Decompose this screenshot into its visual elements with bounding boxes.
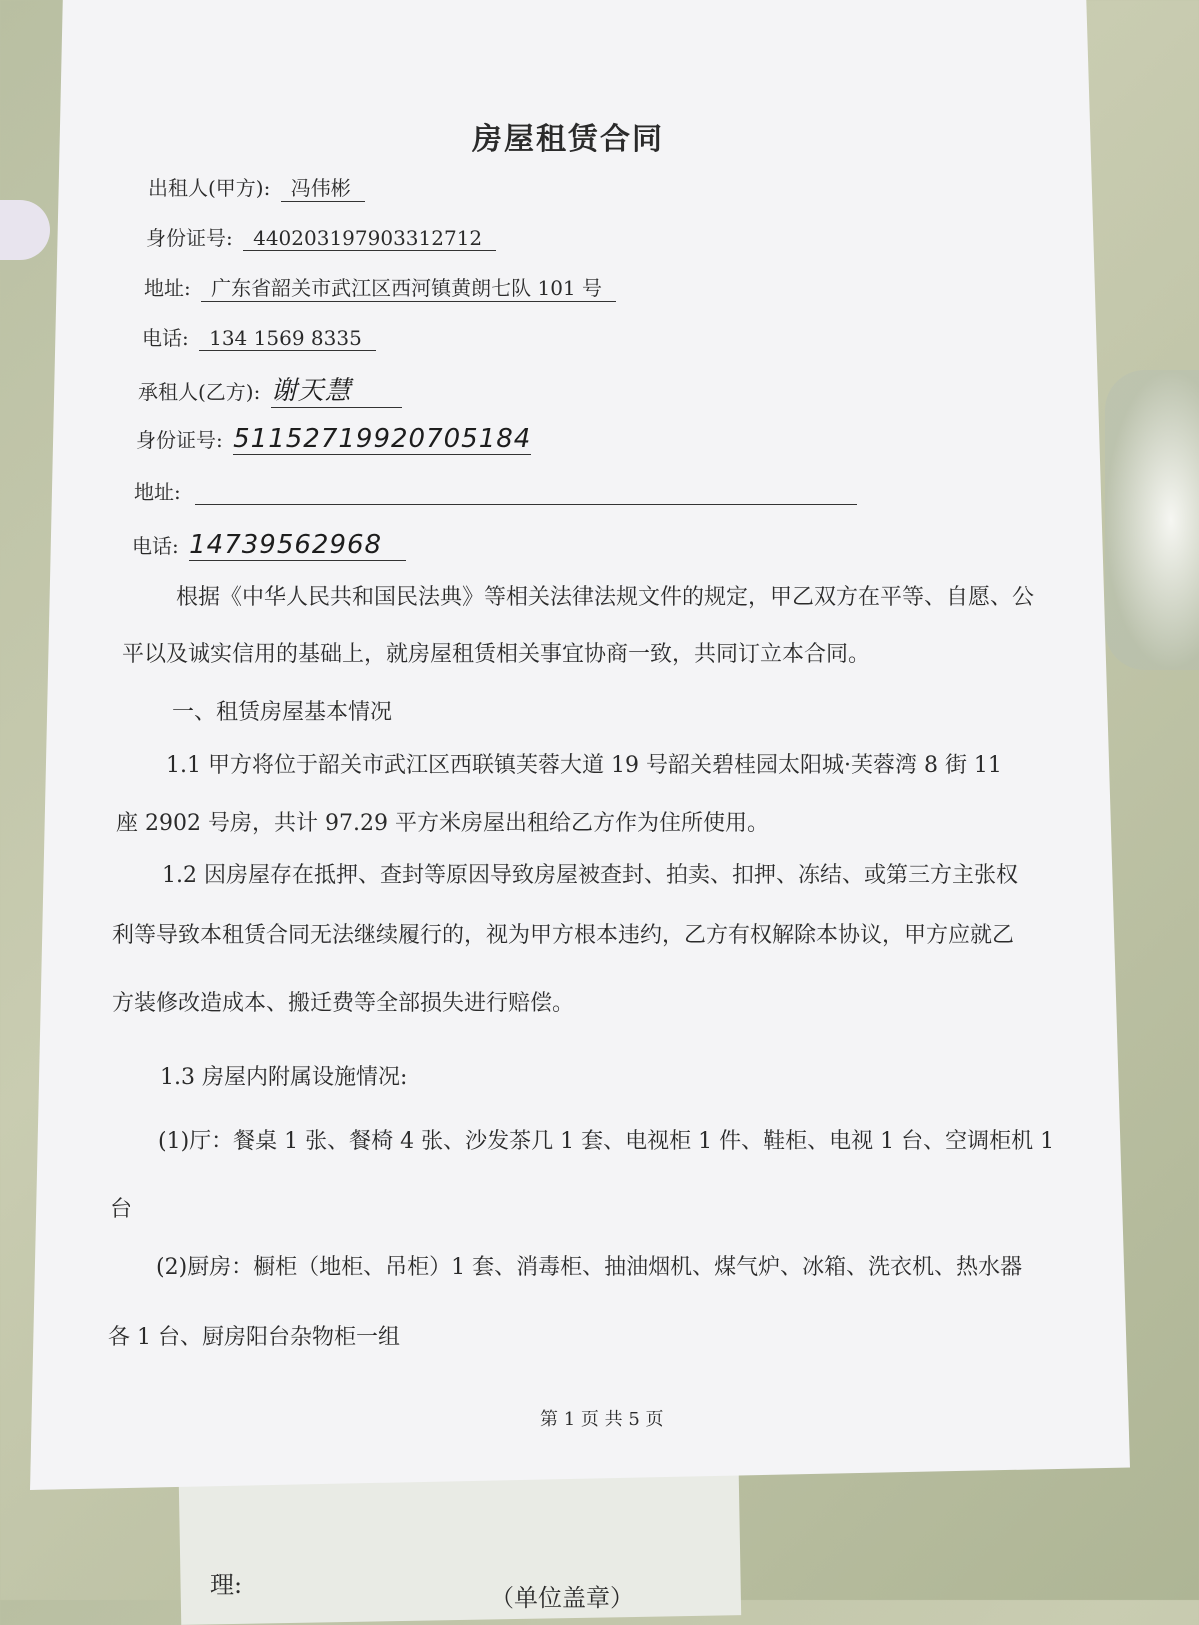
paragraph-line: 利等导致本租赁合同无法继续履行的，视为甲方根本违约，乙方有权解除本协议，甲方应就乙 [112,923,1015,948]
lessor-phone-value: 134 1569 8335 [199,326,376,351]
lessee-address-label: 地址: [134,480,181,504]
lessor-name-label: 出租人(甲方): [148,176,271,200]
lessee-id-handwriting: 51152719920705184 [233,424,532,454]
lessor-phone-row [142,322,376,351]
paragraph-line: 台 [110,1197,133,1222]
lessor-id-label: 身份证号: [146,226,233,250]
lessee-name-handwriting: 谢天慧 [271,370,402,408]
lessee-id-row [136,424,531,455]
binder-clip [0,200,50,260]
paragraph-line: 各 1 台、厨房阳台杂物柜一组 [108,1325,400,1350]
lessor-phone-label: 电话: [142,326,189,350]
lessee-phone-row [132,530,406,561]
lessor-id-row [146,222,496,251]
background-paper [179,1475,741,1625]
paragraph-line: 座 2902 号房，共计 97.29 平方米房屋出租给乙方作为住所使用。 [116,811,769,836]
lessee-id-label: 身份证号: [136,428,223,452]
background-text: （单位盖章） [490,1584,634,1612]
paragraph-line: 1.1 甲方将位于韶关市武江区西联镇芙蓉大道 19 号韶关碧桂园太阳城·芙蓉湾 8 街 11 [166,753,1002,778]
paragraph-line: 1.2 因房屋存在抵押、查封等原因导致房屋被查封、拍卖、扣押、冻结、或第三方主张权 [162,863,1018,888]
lessor-name-row [148,172,365,202]
paragraph-line: 1.3 房屋内附属设施情况: [160,1065,408,1090]
lessor-name-value: 冯伟彬 [281,172,365,202]
glass-object [1105,370,1199,670]
background-text: 理: [210,1571,243,1599]
lessor-id-value: 440203197903312712 [243,226,496,251]
lessee-name-row [138,370,402,408]
paragraph-line: 平以及诚实信用的基础上，就房屋租赁相关事宜协商一致，共同订立本合同。 [122,642,871,667]
document-title: 房屋租赁合同 [472,122,664,157]
paragraph-line: 方装修改造成本、搬迁费等全部损失进行赔偿。 [112,991,575,1016]
page-footer: 第 1 页 共 5 页 [540,1409,664,1430]
paragraph-line: (2)厨房：橱柜（地柜、吊柜）1 套、消毒柜、抽油烟机、煤气炉、冰箱、洗衣机、热水器 [156,1255,1023,1280]
lessee-phone-label: 电话: [132,534,179,558]
paragraph-line: 根据《中华人民共和国民法典》等相关法律法规文件的规定，甲乙双方在平等、自愿、公 [176,585,1035,610]
lessee-phone-handwriting: 14739562968 [189,530,406,561]
lessee-address-blank [195,482,857,505]
lessor-address-label: 地址: [144,276,191,300]
paragraph-line: (1)厅：餐桌 1 张、餐椅 4 张、沙发茶几 1 套、电视柜 1 件、鞋柜、电视 1 台、空调柜机 1 [158,1129,1055,1154]
section-heading: 一、租赁房屋基本情况 [172,700,393,725]
lessee-address-row [134,476,857,505]
lessor-address-value: 广东省韶关市武江区西河镇黄朗七队 101 号 [201,272,616,302]
lessor-address-row [144,272,616,302]
lessee-name-label: 承租人(乙方): [138,380,261,404]
